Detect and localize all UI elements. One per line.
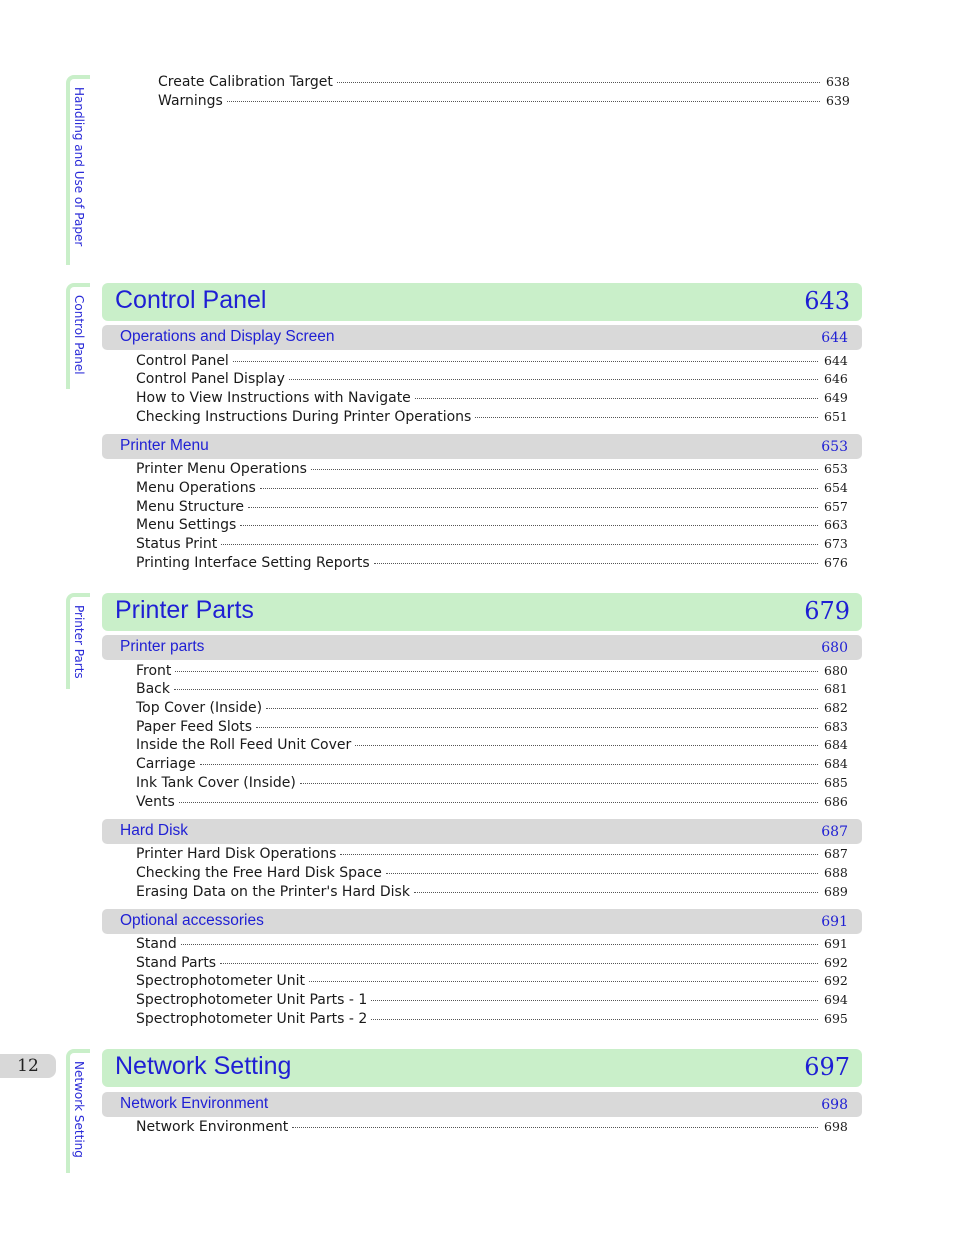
toc-entry[interactable] [136, 409, 846, 428]
section-header[interactable] [102, 434, 862, 459]
toc-entry[interactable] [136, 936, 846, 955]
toc-entry-title: Stand Parts [136, 955, 217, 971]
section-header[interactable] [102, 325, 862, 350]
toc-entry[interactable] [136, 461, 846, 480]
toc-entry-page: 683 [824, 719, 848, 734]
dot-leader [300, 782, 818, 784]
chapter-title: Network Setting [115, 1052, 292, 1080]
toc-entry-title: Spectrophotometer Unit [136, 973, 306, 989]
toc-entry-page: 684 [824, 756, 848, 771]
toc-entry-page: 653 [824, 461, 848, 476]
section-page: 680 [821, 640, 848, 656]
toc-entry-title: Front [136, 663, 172, 679]
dot-leader [309, 980, 818, 982]
dot-leader [289, 378, 818, 380]
toc-entry-page: 651 [824, 409, 848, 424]
toc-entry[interactable] [136, 536, 846, 555]
toc-entry-title: Paper Feed Slots [136, 719, 253, 735]
dot-leader [371, 999, 818, 1001]
dot-leader [415, 397, 818, 399]
toc-entry-page: 695 [824, 1011, 848, 1026]
toc-entry[interactable] [136, 846, 846, 865]
dot-leader [248, 506, 818, 508]
toc-entry[interactable] [136, 1119, 846, 1138]
dot-leader [200, 763, 818, 765]
toc-entry-title: Inside the Roll Feed Unit Cover [136, 737, 352, 753]
side-tab-control-panel[interactable] [66, 283, 90, 389]
toc-entry-title: Control Panel [136, 353, 229, 369]
chapter-page: 643 [804, 287, 850, 315]
toc-entry[interactable] [136, 1011, 846, 1030]
side-tab-label: Printer Parts [72, 605, 86, 679]
toc-entry-page: 684 [824, 737, 848, 752]
toc-entry-title: Printer Menu Operations [136, 461, 307, 477]
toc-entry-page: 639 [826, 93, 850, 108]
section-page: 698 [821, 1097, 848, 1113]
chapter-header-printer-parts[interactable] [102, 593, 862, 631]
toc-entry-page: 692 [824, 955, 848, 970]
section-title: Network Environment [120, 1095, 269, 1112]
dot-leader [386, 872, 818, 874]
toc-entry-page: 673 [824, 536, 848, 551]
toc-entry-page: 687 [824, 846, 848, 861]
toc-entry-title: Printing Interface Setting Reports [136, 555, 370, 571]
toc-entry-page: 688 [824, 865, 848, 880]
chapter-page: 679 [804, 597, 850, 625]
dot-leader [227, 100, 820, 102]
dot-leader [260, 487, 818, 489]
side-tab-label: Control Panel [72, 295, 86, 375]
toc-entry-title: Checking the Free Hard Disk Space [136, 865, 382, 881]
dot-leader [355, 744, 818, 746]
side-tab-handling-paper[interactable] [66, 75, 90, 265]
dot-leader [179, 801, 818, 803]
toc-entry[interactable] [158, 93, 848, 112]
toc-entry-title: Spectrophotometer Unit Parts - 2 [136, 1011, 368, 1027]
toc-entry[interactable] [136, 794, 846, 813]
toc-entry-page: 694 [824, 992, 848, 1007]
section-title: Optional accessories [120, 912, 264, 929]
toc-entry[interactable] [136, 663, 846, 682]
toc-entry[interactable] [136, 737, 846, 756]
dot-leader [175, 670, 818, 672]
section-header[interactable] [102, 909, 862, 934]
section-title: Hard Disk [120, 822, 189, 839]
toc-entry-title: Network Environment [136, 1119, 289, 1135]
toc-entry-page: 680 [824, 663, 848, 678]
toc-entry-title: Printer Hard Disk Operations [136, 846, 337, 862]
dot-leader [374, 562, 818, 564]
dot-leader [337, 81, 820, 83]
toc-entry-page: 654 [824, 480, 848, 495]
toc-entry-page: 685 [824, 775, 848, 790]
dot-leader [174, 688, 818, 690]
toc-entry-page: 649 [824, 390, 848, 405]
toc-entry[interactable] [136, 555, 846, 574]
toc-entry-page: 644 [824, 353, 848, 368]
toc-entry[interactable] [136, 775, 846, 794]
toc-entry[interactable] [136, 681, 846, 700]
side-tab-printer-parts[interactable] [66, 593, 90, 689]
dot-leader [371, 1018, 818, 1020]
section-title: Operations and Display Screen [120, 328, 335, 345]
dot-leader [233, 360, 818, 362]
section-header[interactable] [102, 819, 862, 844]
dot-leader [266, 707, 818, 709]
toc-entry[interactable] [136, 353, 846, 372]
toc-entry-title: How to View Instructions with Navigate [136, 390, 411, 406]
chapter-header-network-setting[interactable] [102, 1049, 862, 1087]
toc-entry[interactable] [136, 499, 846, 518]
dot-leader [220, 962, 818, 964]
toc-entry-title: Checking Instructions During Printer Operations [136, 409, 472, 425]
chapter-page: 697 [804, 1053, 850, 1081]
toc-entry-page: 686 [824, 794, 848, 809]
toc-entry-title: Stand [136, 936, 177, 952]
toc-entry[interactable] [136, 390, 846, 409]
toc-entry[interactable] [136, 865, 846, 884]
chapter-title: Control Panel [115, 286, 267, 314]
section-page: 691 [821, 914, 848, 930]
section-page: 653 [821, 439, 848, 455]
chapter-title: Printer Parts [115, 596, 254, 624]
toc-entry-title: Warnings [158, 93, 223, 109]
toc-entry-title: Carriage [136, 756, 196, 772]
toc-entry-page: 657 [824, 499, 848, 514]
side-tab-label: Handling and Use of Paper [72, 87, 86, 247]
toc-entry-title: Spectrophotometer Unit Parts - 1 [136, 992, 368, 1008]
toc-entry-page: 691 [824, 936, 848, 951]
toc-entry-page: 682 [824, 700, 848, 715]
toc-entry-title: Menu Operations [136, 480, 256, 496]
toc-entry[interactable] [136, 756, 846, 775]
dot-leader [311, 468, 818, 470]
toc-entry[interactable] [158, 74, 848, 93]
toc-entry[interactable] [136, 884, 846, 903]
toc-entry-page: 646 [824, 371, 848, 386]
section-header[interactable] [102, 1092, 862, 1117]
toc-entry[interactable] [136, 992, 846, 1011]
toc-entry-page: 638 [826, 74, 850, 89]
dot-leader [181, 943, 818, 945]
toc-entry-page: 692 [824, 973, 848, 988]
toc-entry-title: Vents [136, 794, 175, 810]
toc-entry-title: Top Cover (Inside) [136, 700, 263, 716]
dot-leader [475, 416, 818, 418]
dot-leader [340, 853, 818, 855]
toc-entry-page: 676 [824, 555, 848, 570]
dot-leader [256, 726, 818, 728]
dot-leader [221, 543, 818, 545]
page-number: 12 [0, 1054, 56, 1078]
section-title: Printer parts [120, 638, 205, 655]
toc-entry-title: Ink Tank Cover (Inside) [136, 775, 296, 791]
toc-entry[interactable] [136, 955, 846, 974]
toc-entry[interactable] [136, 517, 846, 536]
dot-leader [292, 1126, 818, 1128]
toc-entry-page: 663 [824, 517, 848, 532]
section-page: 687 [821, 824, 848, 840]
toc-entry-title: Menu Settings [136, 517, 237, 533]
toc-entry-page: 689 [824, 884, 848, 899]
toc-entry-title: Status Print [136, 536, 218, 552]
toc-entry-title: Menu Structure [136, 499, 245, 515]
side-tab-network-setting[interactable] [66, 1049, 90, 1173]
toc-entry[interactable] [136, 973, 846, 992]
dot-leader [414, 891, 818, 893]
toc-entry[interactable] [136, 700, 846, 719]
toc-entry-page: 681 [824, 681, 848, 696]
toc-entry-title: Create Calibration Target [158, 74, 333, 90]
toc-entry[interactable] [136, 480, 846, 499]
toc-entry-title: Back [136, 681, 170, 697]
side-tab-label: Network Setting [72, 1061, 86, 1158]
section-page: 644 [821, 330, 848, 346]
toc-entry[interactable] [136, 719, 846, 738]
chapter-header-control-panel[interactable] [102, 283, 862, 321]
toc-entry-title: Erasing Data on the Printer's Hard Disk [136, 884, 410, 900]
dot-leader [240, 524, 818, 526]
toc-entry[interactable] [136, 371, 846, 390]
section-header[interactable] [102, 635, 862, 660]
toc-entry-page: 698 [824, 1119, 848, 1134]
section-title: Printer Menu [120, 437, 209, 454]
toc-entry-title: Control Panel Display [136, 371, 285, 387]
